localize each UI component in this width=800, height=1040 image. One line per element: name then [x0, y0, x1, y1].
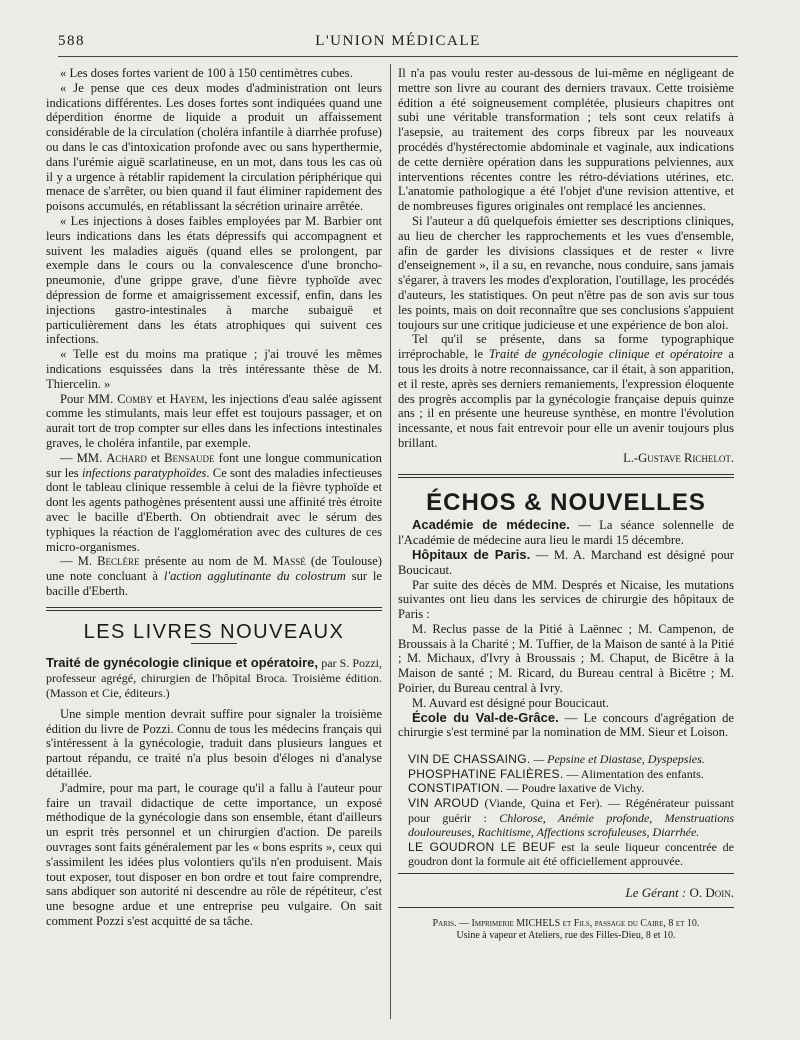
achard-paragraph — [46, 451, 382, 555]
gerant-line — [398, 886, 734, 901]
italic-term: l'action agglutinante du colostrum — [163, 569, 346, 584]
section-title-livres: LES LIVRES NOUVEAUX — [83, 620, 345, 643]
text-run: . Ce sont des maladies infectieuses dont le tableau clinique ressemble à celui de la fièvre typhoïde et dont les agents pathogènes présentent aussi une affinité très étroite avec le bacille d'Eberth. On obtiendrait avec le sérum des typhiques la réaction de l'agglomération avec des cultures de ces micro-organismes. — [46, 465, 382, 554]
news-paragraph: Par suite des décès de MM. Després et Nicaise, les mutations suivantes ont lieu dans les services de chirurgie des hôpitaux de Paris : — [398, 577, 734, 622]
text-run: (de Toulouse) une note concluant à — [46, 554, 382, 584]
imprint-line: Usine à vapeur et Ateliers, rue des Filles-Dieu, 8 et 10. — [456, 929, 676, 941]
news-paragraph: M. Auvard est désigné pour Boucicaut. — [412, 695, 609, 710]
text-run: et — [156, 391, 166, 406]
text-run: — MM. — [60, 450, 103, 465]
imprint-rule — [398, 907, 734, 908]
review-paragraph: Si l'auteur a dû quelquefois émietter ses descriptions cliniques, au lieu de chercher les rapprochements et les vues d'ensemble, afin de garder les divisions classiques et de rester « livre d'enseignement », il a su, en revanche, nous conduire, sans jamais s'égarer, à travers les modes d'exploration, l'outillage, les procédés d'auteurs, les statistiques. On peut n'être pas de son avis sur tous les points, mais on doit reconnaître que ses conclusions s'appuient toujours sur une critique judicieuse et une expérience de bon aloi. — [398, 213, 734, 332]
ad-head: LE GOUDRON LE BEUF — [408, 839, 556, 854]
ad-text: est la seule liqueur concentrée de goudron dont la formule ait été officiellement approuvée. — [408, 839, 734, 869]
paragraph: « Les doses fortes varient de 100 à 150 centimètres cubes. — [60, 66, 353, 80]
printer-imprint — [398, 918, 734, 942]
section-rule — [398, 474, 734, 478]
italic-term: infections paratyphoïdes — [82, 465, 207, 480]
news-item — [398, 548, 734, 578]
text-run: a tous les droits à notre reconnaissance, car il était, à son apparition, et il reste, après ses derniers remaniements, l'expression éloquente des progrès accomplis par la gynécologie française depuis quinze ans ; il en présente une heureuse synthèse, en montre l'évolution incessante, et nous fait entrevoir pour elle un avenir toujours plus brillant. — [398, 347, 734, 450]
news-head: Hôpitaux de Paris. — [412, 546, 531, 562]
imprint-line: Paris. — Imprimerie MICHELS et Fils, passage du Caire, 8 et 10. — [432, 917, 700, 929]
text-run: présente au nom de M. — [144, 554, 268, 569]
text-run: — Le concours d'agrégation de chirurgie s'est terminé par la nomination de MM. Sieur et Loison. — [398, 710, 734, 740]
text-run: — La séance solennelle de l'Académie de médecine aura lieu le mardi 15 décembre. — [398, 518, 734, 548]
paragraph: « Telle est du moins ma pratique ; j'ai trouvé les mêmes indications esquissées dans la très intéressante thèse de M. Thiercelin. » — [46, 347, 382, 391]
news-item — [398, 711, 734, 741]
ad-goudron — [408, 840, 734, 869]
ad-head: VIN DE CHASSAING. — [408, 752, 531, 767]
text-run: — M. — [60, 554, 93, 569]
ad-text: — Poudre laxative de Vichy. — [506, 781, 645, 796]
news-item — [398, 518, 734, 548]
text-run: Pour MM. — [60, 391, 114, 406]
ad-aroud — [408, 796, 734, 840]
book-title: Traité de gynécologie clinique et opératoire, — [46, 655, 318, 671]
text-run: sur le bacille d'Eberth. — [46, 569, 383, 598]
author-name: Hayem — [169, 391, 205, 406]
ad-italic: Chlorose, Anémie profonde, Menstruations douloureuses, Rachitisme, Affections scrofuleuses, Diarrhée. — [408, 810, 735, 840]
author-name: Comby — [117, 391, 153, 406]
page-header — [58, 30, 738, 52]
right-column — [398, 66, 734, 942]
header-rule — [58, 56, 738, 57]
text-run: , les injections d'eau salée agissent comme les stimulants, mais leur effet est toujours passager, et on aurait tort de trop compter sur elles dans les infections intestinales graves, le choléra infantile, par exemple. — [46, 391, 383, 450]
advertisements — [398, 742, 734, 869]
section-title-echos: ÉCHOS & NOUVELLES — [426, 488, 706, 516]
text-run: Tel qu'il se présente, dans sa forme typographique irréprochable, le — [398, 332, 734, 362]
author-name: Bensaude — [164, 450, 215, 465]
news-paragraph: M. Reclus passe de la Pitié à Laënnec ; M. Campenon, de Broussais à la Charité ; M. Tuffier, de la Maison de santé à la Pitié ; M. Michaux, d'Ivry à Broussais ; M. Chaput, de Bicêtre à la Maison de santé ; M. Ricard, du Bureau central à Bicêtre ; M. Poirier, du Bureau central à Ivry. — [398, 621, 734, 696]
author-name: Achard — [106, 450, 147, 465]
ad-head: CONSTIPATION. — [408, 781, 504, 796]
comby-paragraph — [46, 392, 382, 451]
author-name: Massé — [272, 554, 306, 569]
paragraph: « Je pense que ces deux modes d'administration ont leurs indications différentes. Les doses fortes sont indiquées quand une déperdition énorme de liquide a produit un affaissement considérable de la circulation (choléra infantile à diarrhée profuse) ou dans le cas d'intoxication profonde avec ou sans hyperthermie, dans l'urémie aiguë scarlatineuse, en un mot, dans tous les cas où il y a urgence à rétablir rapidement la circulation périphérique qui menace de s'arrêter, ou bien quand il faut éliminer rapidement des poisons accumulés, en rétablissant la sécrétion urinaire arrêtée. — [46, 80, 382, 214]
text-run: — M. A. Marchand est désigné pour Boucicaut. — [398, 547, 734, 577]
gerant-name: O. Doin. — [689, 885, 734, 901]
book-meta: par S. Pozzi, professeur agrégé, chirurgien de l'hôpital Broca. Troisième édition. (Masson et Cie, éditeurs.) — [46, 656, 382, 701]
review-paragraph — [398, 332, 734, 450]
footer-rule — [398, 873, 734, 874]
ad-head: PHOSPHATINE FALIÈRES. — [408, 766, 564, 781]
italic-term: Traité de gynécologie clinique et opératoire — [488, 347, 723, 362]
ad-constipation — [408, 781, 734, 796]
title-underline — [191, 643, 237, 644]
review-paragraph: J'admire, pour ma part, le courage qu'il a fallu à l'auteur pour faire un travail didactique de cette importance, un exposé méthodique de la gynécologie dans son ensemble, étant d'ailleurs un esprit très personnel et un chirurgien d'action. De pareils ouvrages sont faits généralement par les « bons esprits », ceux qui s'assimilent les idées plus volontiers qu'ils n'en produisent. Mais tout exposer, tout disposer en bon ordre et tout faire comprendre, sans abdiquer son autorité ni descendre au rôle de répétiteur, c'est une besogne ardue et une entreprise peu vulgaire. On sait comment Pozzi s'est acquitté de sa tâche. — [46, 780, 382, 929]
review-signature: L.-Gustave Richelot. — [623, 450, 734, 465]
page-number: 588 — [58, 33, 85, 49]
left-column — [46, 66, 382, 929]
review-paragraph: Une simple mention devrait suffire pour signaler la troisième édition du livre de Pozzi. Connu de tous les médecins français qui s'intéressent à la gynécologie, traduit dans plusieurs langues et partout répandu, ce traité n'a plus besoin d'éloges ni d'analyse détaillée. — [46, 706, 382, 781]
review-paragraph: Il n'a pas voulu rester au-dessous de lui-même en négligeant de mettre son livre au courant des derniers travaux. Cette troisième édition a été soigneusement complétée, plusieurs chapitres ont subi une véritable transformation ; tels sont ceux relatifs à l'asepsie, au traitement des corps fibreux par les nouveaux procédés d'hystérectomie abdominale et vaginale, aux indications de cette dernière opération dans les suppurations pelviennes, aux interventions récentes contre les rétro-déviations utérines, etc. L'anatomie pathologique a été l'objet d'une revision attentive, et de nombreuses figures originales ont remplacé les anciennes. — [398, 66, 734, 214]
text-run: font une longue communication sur les — [46, 450, 382, 480]
author-name: Beclère — [97, 554, 140, 569]
book-reference — [46, 656, 382, 700]
paragraph: « Les injections à doses faibles employées par M. Barbier ont leurs indications dans les états dépressifs qui accompagnent et suivent les maladies aiguës (quand elles se prolongent, par exemple dans le cours ou la convalescence d'une broncho-pneumonie, d'une grippe grave, d'une fièvre typhoïde avec dépression de forme et amaigrissement excessif, enfin, dans les injections gastro-intestinales à marche subaiguë et particulièrement dans les états atrophiques qui suivent ces infections. — [46, 213, 382, 347]
text-run: et — [150, 450, 161, 465]
column-divider — [390, 64, 391, 1019]
section-rule — [46, 607, 382, 611]
news-head: Académie de médecine. — [412, 517, 570, 533]
journal-title: L'UNION MÉDICALE — [315, 33, 481, 49]
news-head: École du Val-de-Grâce. — [412, 709, 559, 725]
ad-chassaing — [408, 752, 734, 767]
ad-text: — Alimentation des enfants. — [566, 766, 704, 781]
beclere-paragraph — [46, 554, 382, 598]
ad-text: (Viande, Quina et Fer). — Régénérateur puissant pour guérir : — [408, 796, 735, 825]
ad-text: — Pepsine et Diastase, Dyspepsies. — [533, 752, 705, 767]
gerant-label: Le Gérant : — [625, 885, 687, 901]
ad-phosphatine — [408, 767, 734, 782]
ad-head: VIN AROUD — [408, 796, 480, 811]
